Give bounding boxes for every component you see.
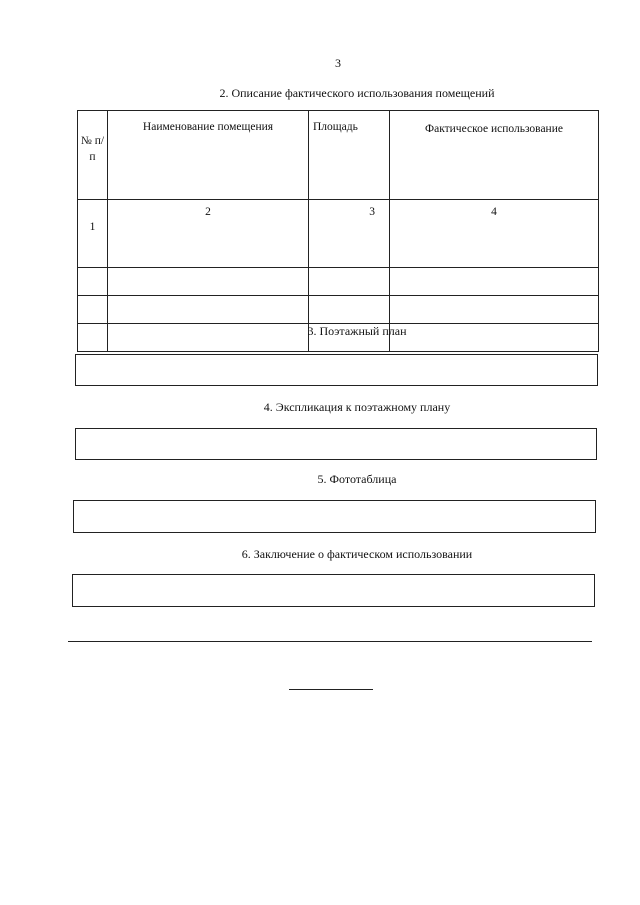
header-area: Площадь (309, 111, 390, 200)
table-cell[interactable] (108, 296, 309, 324)
header-number: № п/п (78, 111, 108, 200)
section-6-title: 6. Заключение о фактическом использовании (241, 547, 473, 561)
index-cell-1: 1 (78, 200, 108, 268)
page-number: 3 (335, 56, 341, 70)
table-row (78, 268, 599, 296)
conclusion-box[interactable] (72, 574, 595, 607)
index-cell-4: 4 (390, 200, 599, 268)
index-cell-2: 2 (108, 200, 309, 268)
premises-usage-table (77, 110, 599, 352)
floor-plan-box[interactable] (75, 354, 598, 386)
table-cell[interactable] (390, 296, 599, 324)
table-cell[interactable] (309, 296, 390, 324)
section-5-title: 5. Фототаблица (317, 472, 397, 486)
table-cell[interactable] (78, 268, 108, 296)
table-row (78, 296, 599, 324)
table-cell[interactable] (108, 268, 309, 296)
section-3-title: 3. Поэтажный план (307, 324, 407, 338)
index-cell-3: 3 (309, 200, 390, 268)
end-divider-line (289, 689, 373, 690)
explication-box[interactable] (75, 428, 597, 460)
section-4-title: 4. Экспликация к поэтажному плану (263, 400, 451, 414)
photo-table-box[interactable] (73, 500, 596, 533)
header-usage: Фактическое использование (390, 111, 599, 200)
table-header-row (78, 111, 599, 200)
section-2-title: 2. Описание фактического использования помещений (219, 86, 495, 100)
table-cell[interactable] (390, 268, 599, 296)
table-cell[interactable] (78, 296, 108, 324)
table-cell[interactable] (309, 268, 390, 296)
divider-line (68, 641, 592, 642)
table-index-row (78, 200, 599, 268)
header-name: Наименование помещения (108, 111, 309, 200)
